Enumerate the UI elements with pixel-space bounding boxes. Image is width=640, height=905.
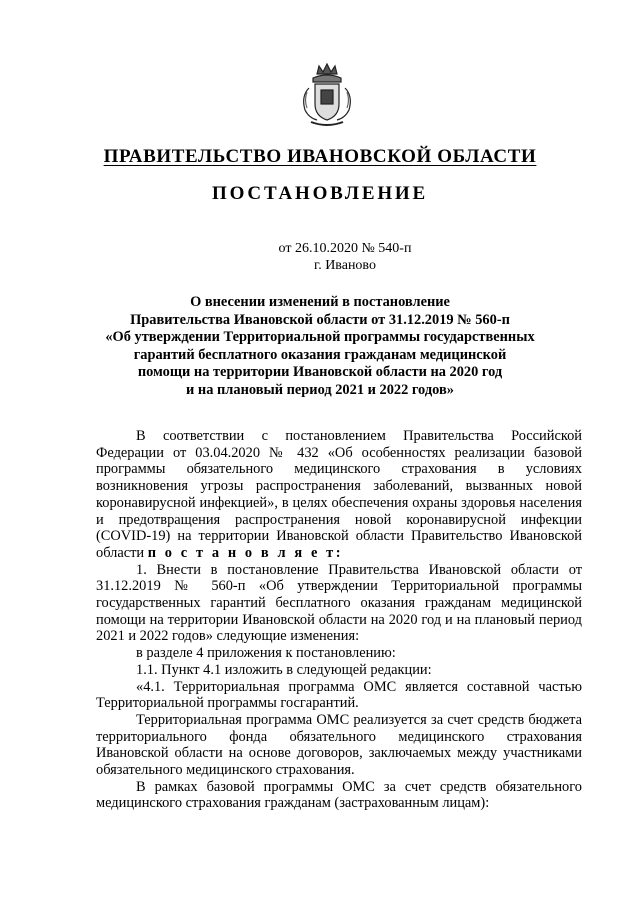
city: г. Иваново bbox=[314, 258, 376, 273]
heading-line: Правительства Ивановской области от 31.12.2019 № 560-п bbox=[130, 311, 510, 328]
heading-line: гарантий бесплатного оказания гражданам медицинской bbox=[133, 346, 507, 363]
government-title: ПРАВИТЕЛЬСТВО ИВАНОВСКОЙ ОБЛАСТИ bbox=[103, 146, 537, 167]
heading-line: помощи на территории Ивановской области на 2020 год bbox=[137, 364, 503, 381]
decree-word: п о с т а н о в л я е т: bbox=[147, 544, 344, 561]
paragraph: В рамках базовой программы ОМС за счет средств обязательного медицинского страхования гражданам (застрахованным лицам): bbox=[96, 778, 582, 812]
paragraph: 1.1. Пункт 4.1 изложить в следующей редакции: bbox=[136, 661, 432, 678]
heading-line: и на плановый период 2021 и 2022 годов» bbox=[186, 381, 454, 398]
paragraph: Территориальная программа ОМС реализуется за счет средств бюджета территориального фонда обязательного медицинского страхования Ивановской области на основе договоров, заключаемых между участниками обязательного медицинского страхования. bbox=[96, 711, 582, 779]
date-number: от 26.10.2020 № 540-п bbox=[278, 241, 412, 256]
paragraph: «4.1. Территориальная программа ОМС является составной частью Территориальной программы госгарантий. bbox=[96, 678, 582, 712]
paragraph bbox=[96, 428, 582, 562]
document-type: ПОСТАНОВЛЕНИЕ bbox=[212, 183, 428, 204]
paragraph: 1. Внести в постановление Правительства Ивановской области от 31.12.2019 № 560-п «Об утверждении Территориальной программы государственных гарантий бесплатного оказания гражданам медицинской помощи на территории Ивановской области на 2020 год и на плановый период 2021 и 2022 годов» следующие изменения: bbox=[96, 561, 582, 645]
paragraph: в разделе 4 приложения к постановлению: bbox=[136, 645, 396, 662]
document-heading bbox=[90, 294, 550, 400]
heading-line: «Об утверждении Территориальной программы государственных bbox=[105, 329, 535, 346]
coat-of-arms-emblem bbox=[295, 60, 359, 128]
heading-line: О внесении изменений в постановление bbox=[190, 294, 450, 310]
document-body bbox=[96, 428, 582, 812]
paragraph-text: В соответствии с постановлением Правительства Российской Федерации от 03.04.2020 № 432 «Об особенностях реализации базовой программы обязательного медицинского страхования в условиях возникновения угрозы распространения заболеваний, вызванных новой коронавирусной инфекцией», в целях обеспечения охраны здоровья населения и предотвращения распространения новой коронавирусной инфекции (COVID-19) на территории Ивановской области Правительство Ивановской области bbox=[96, 428, 582, 561]
